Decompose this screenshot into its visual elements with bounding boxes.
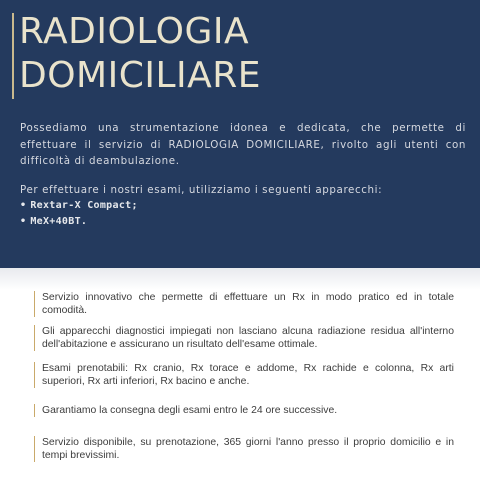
equipment-item: • MeX+40BT. (20, 216, 88, 227)
equipment-item: • Rextar-X Compact; (20, 200, 138, 211)
feature-item-exams: Esami prenotabili: Rx cranio, Rx torace e addome, Rx rachide e colonna, Rx arti superiori, Rx arti inferiori, Rx bacino e anche. (34, 362, 454, 388)
intro-paragraph: Possediamo una strumentazione idonea e dedicata, che permette di effettuare il servizio di RADIOLOGIA DOMICILIARE, rivolto agli utenti con difficoltà di deambulazione. (20, 122, 466, 167)
page-title (19, 10, 261, 98)
title-accent-bar (12, 13, 14, 99)
equipment-lead: Per effettuare i nostri esami, utilizziamo i seguenti apparecchi: (20, 184, 383, 196)
section-fade (0, 268, 480, 290)
feature-item-innovative: Servizio innovativo che permette di effettuare un Rx in modo pratico ed in totale comodità. (34, 291, 454, 317)
title-line-2: DOMICILIARE (19, 55, 262, 96)
equipment-list (20, 198, 138, 230)
feature-item-availability: Servizio disponibile, su prenotazione, 365 giorni l'anno presso il proprio domicilio e in tempi brevissimi. (34, 436, 454, 462)
feature-item-delivery: Garantiamo la consegna degli esami entro le 24 ore successive. (34, 404, 454, 417)
title-line-1: RADIOLOGIA (19, 11, 250, 52)
feature-item-no-radiation: Gli apparecchi diagnostici impiegati non lasciano alcuna radiazione residua all'interno dell'abitazione e assicurano un risultato dell'esame ottimale. (34, 325, 454, 351)
